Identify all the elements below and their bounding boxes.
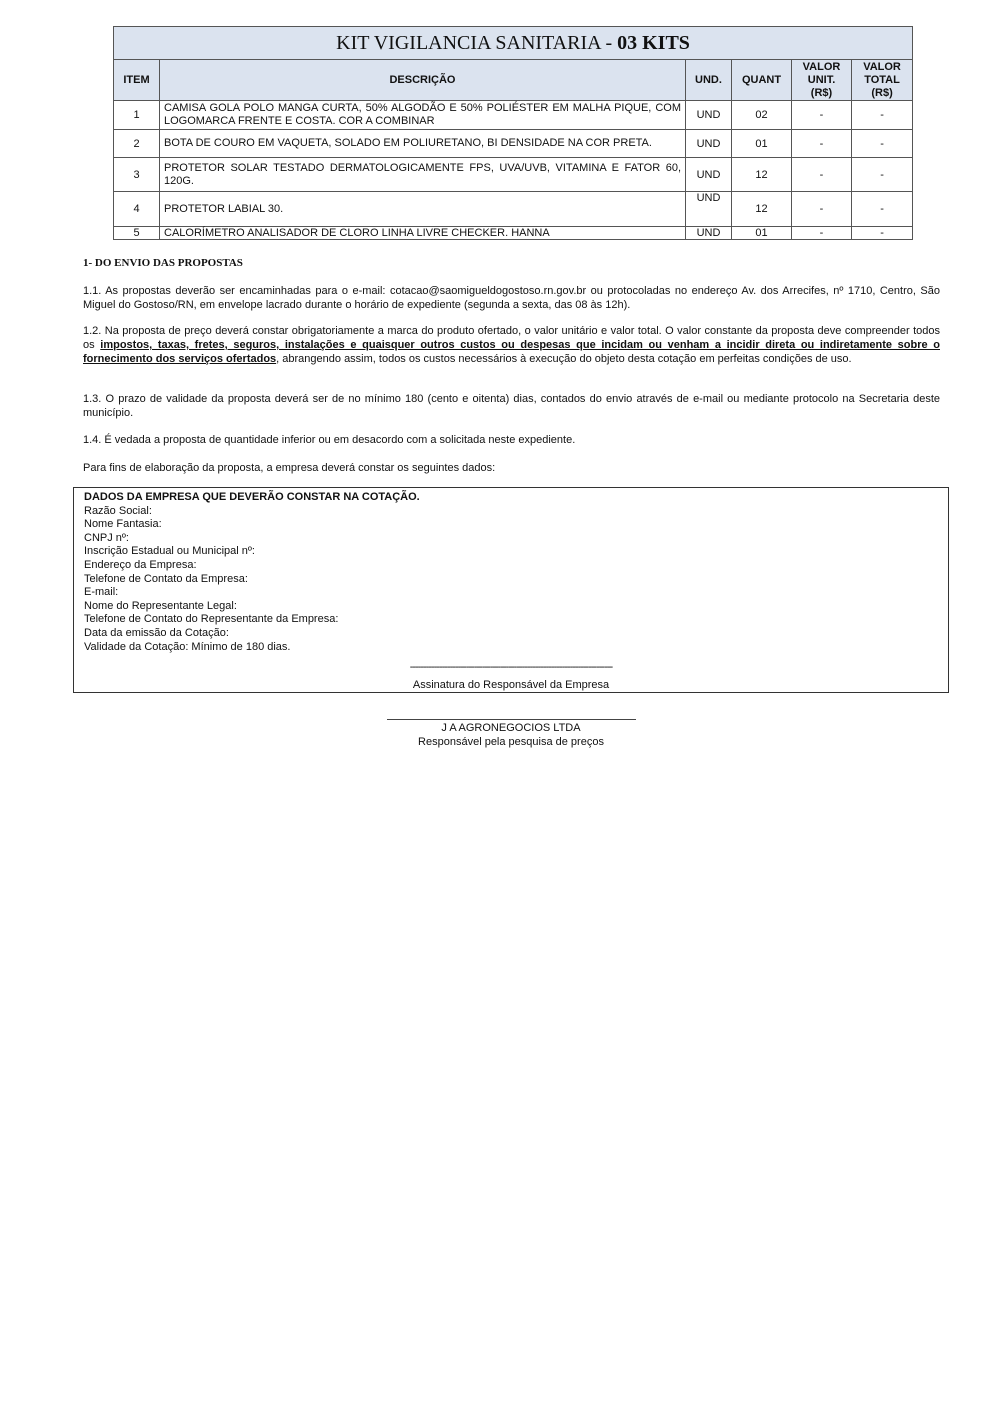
kit-title [114,27,913,60]
paragraph-1-2-start: 1.2. Na proposta de preço deverá constar obrigatoriamente a marca do produto ofertado, o valor unitário e valor total. O valor constante da proposta deve compreender todos os [83,325,940,351]
paragraph-1-2 [83,324,940,366]
cell-valor-unit: - [792,130,852,158]
header-und: UND. [686,60,732,101]
cell-descricao: CAMISA GOLA POLO MANGA CURTA, 50% ALGODÃO E 50% POLIÉSTER EM MALHA PIQUE, COM LOGOMARCA FRENTE E COSTA. COR A COMBINAR [160,101,686,130]
cell-descricao: PROTETOR LABIAL 30. [160,192,686,227]
responsible-company: J A AGRONEGOCIOS LTDA [441,722,581,734]
cell-valor-unit: - [792,101,852,130]
field-razao-social: Razão Social: [84,504,152,517]
company-fields [84,491,420,654]
cell-valor-total: - [852,130,913,158]
kit-table [113,26,913,240]
paragraph-intro-dados: Para fins de elaboração da proposta, a empresa deverá constar os seguintes dados: [83,462,496,474]
paragraph-1-2-emphasis: impostos, taxas, fretes, seguros, instalações e quaisquer outros custos ou despesas que incidam ou venham a incidir direta ou indiretamente sobre o fornecimento dos serviços ofertados [83,339,940,365]
signature-line: ---------------------------------------------------------------------------- [409,661,613,673]
cell-quant: 02 [732,101,792,130]
company-data-box [73,487,949,693]
table-row [114,158,913,192]
cell-valor-total: - [852,101,913,130]
cell-valor-total: - [852,192,913,227]
responsible-signature-line [387,719,636,720]
cell-descricao: BOTA DE COURO EM VAQUETA, SOLADO EM POLIURETANO, BI DENSIDADE NA COR PRETA. [160,130,686,158]
paragraph-1-1: 1.1. As propostas deverão ser encaminhadas para o e-mail: cotacao@saomigueldogostoso.rn.gov.br ou protocoladas no endereço Av. dos Arrecifes, nº 1710, Centro, São Miguel do Gostoso/RN, em envelope lacrado durante o horário de expediente (segunda a sexta, das 08 às 12h). [83,285,940,311]
cell-item: 4 [114,192,160,227]
cell-item: 3 [114,158,160,192]
cell-quant: 01 [732,227,792,240]
paragraph-1-4: 1.4. É vedada a proposta de quantidade inferior ou em desacordo com a solicitada neste expediente. [83,434,576,446]
field-endereco: Endereço da Empresa: [84,558,197,571]
cell-quant: 01 [732,130,792,158]
cell-valor-unit: - [792,227,852,240]
header-valor-total: VALOR TOTAL (R$) [852,60,913,101]
field-cnpj: CNPJ nº: [84,531,129,544]
header-valor-unit: VALOR UNIT. (R$) [792,60,852,101]
cell-item: 1 [114,101,160,130]
table-row [114,101,913,130]
cell-descricao: CALORÍMETRO ANALISADOR DE CLORO LINHA LIVRE CHECKER. HANNA [160,227,686,240]
field-inscricao: Inscrição Estadual ou Municipal nº: [84,545,255,558]
header-quant: QUANT [732,60,792,101]
field-email: E-mail: [84,586,119,599]
cell-und: UND [686,227,732,240]
field-representante: Nome do Representante Legal: [84,599,237,612]
paragraph-1-2-end: , abrangendo assim, todos os custos necessários à execução do objeto desta cotação em perfeitas condições de uso. [276,353,852,365]
field-data-emissao: Data da emissão da Cotação: [84,626,229,639]
signature-label: Assinatura do Responsável da Empresa [412,679,610,691]
cell-valor-unit: - [792,192,852,227]
paragraph-1-3: 1.3. O prazo de validade da proposta deverá ser de no mínimo 180 (cento e oitenta) dias, contados do envio através de e-mail ou mediante protocolo na Secretaria deste município. [83,393,940,419]
cell-item: 5 [114,227,160,240]
cell-und: UND [686,101,732,130]
section-heading: 1- DO ENVIO DAS PROPOSTAS [83,257,243,269]
field-telefone-empresa: Telefone de Contato da Empresa: [84,572,248,585]
cell-item: 2 [114,130,160,158]
cell-quant: 12 [732,192,792,227]
table-row [114,227,913,240]
company-box-title: DADOS DA EMPRESA QUE DEVERÃO CONSTAR NA COTAÇÃO. [84,491,420,503]
header-descricao: DESCRIÇÃO [160,60,686,101]
table-row [114,130,913,158]
field-validade: Validade da Cotação: Mínimo de 180 dias. [84,640,291,653]
table-header-row [114,60,913,101]
cell-und: UND [686,130,732,158]
kit-title-bold: 03 KITS [617,31,690,54]
cell-valor-unit: - [792,158,852,192]
field-telefone-representante: Telefone de Contato do Representante da Empresa: [84,613,339,626]
cell-quant: 12 [732,158,792,192]
header-item: ITEM [114,60,160,101]
cell-valor-total: - [852,227,913,240]
cell-descricao: PROTETOR SOLAR TESTADO DERMATOLOGICAMENTE FPS, UVA/UVB, VITAMINA E FATOR 60, 120G. [160,158,686,192]
cell-und: UND [686,192,732,227]
field-nome-fantasia: Nome Fantasia: [84,518,162,531]
cell-und: UND [686,158,732,192]
responsible-role: Responsável pela pesquisa de preços [418,736,604,748]
table-row [114,192,913,227]
kit-title-plain: KIT VIGILANCIA SANITARIA - [336,31,618,54]
cell-valor-total: - [852,158,913,192]
